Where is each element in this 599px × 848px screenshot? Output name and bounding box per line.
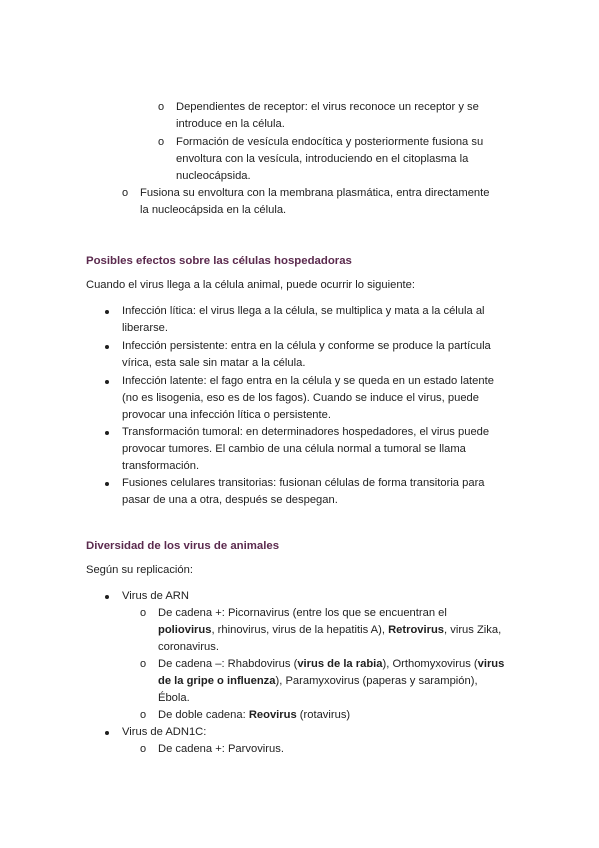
section-heading: Diversidad de los virus de animales [86,540,280,552]
list-item: De cadena +: Picornavirus (entre los que se encuentran el poliovirus, rhinovirus, virus de la hepatitis A), Retrovirus, virus Zika, coronavirus. [158,607,502,653]
list-bullet-dot [105,431,109,435]
list-item: Formación de vesícula endocítica y posteriormente fusiona su envoltura con la vesícula, introduciendo en el citoplasma la nucleocápsida. [176,136,484,182]
list-bullet-circle: o [140,709,147,721]
list-bullet-circle: o [140,743,147,755]
list-item: Infección latente: el fago entra en la célula y se queda en un estado latente (no es lisogenia, eso es de los fagos). Cuando se induce el virus, puede provocar una infección lítica o persistente. [122,375,494,421]
list-bullet-circle: o [140,658,147,670]
list-item: De cadena +: Parvovirus. [158,743,284,755]
list-item: Dependientes de receptor: el virus reconoce un receptor y se introduce en la célula. [176,101,479,130]
list-bullet-dot [105,310,109,314]
list-bullet-circle: o [122,187,129,199]
paragraph: Según su replicación: [86,564,193,576]
list-item-label: Virus de ADN1C: [122,726,207,738]
list-item: Infección lítica: el virus llega a la célula, se multiplica y mata a la célula al liberarse. [122,305,485,334]
list-bullet-circle: o [158,136,165,148]
list-bullet-dot [105,595,109,599]
list-item: Infección persistente: entra en la célula y conforme se produce la partícula vírica, esta sale sin matar a la célula. [122,340,491,369]
list-bullet-dot [105,731,109,735]
list-bullet-dot [105,482,109,486]
list-item: Transformación tumoral: en determinadores hospedadores, el virus puede provocar tumores. El cambio de una célula normal a tumoral se llama transformación. [122,426,490,472]
list-item: De doble cadena: Reovirus (rotavirus) [158,709,351,721]
list-item: Fusiones celulares transitorias: fusionan células de forma transitoria para pasar de una a otra, después se despegan. [122,477,485,506]
list-item-label: Virus de ARN [122,590,189,602]
list-bullet-dot [105,380,109,384]
list-item: De cadena –: Rhabdovirus (virus de la rabia), Orthomyxovirus (virus de la gripe o influenza), Paramyxovirus (paperas y sarampión), Ébola. [158,658,505,704]
list-bullet-circle: o [158,101,165,113]
paragraph: Cuando el virus llega a la célula animal, puede ocurrir lo siguiente: [86,279,415,291]
section-heading: Posibles efectos sobre las células hospedadoras [86,255,352,267]
list-bullet-circle: o [140,607,147,619]
list-bullet-dot [105,345,109,349]
list-item: Fusiona su envoltura con la membrana plasmática, entra directamente la nucleocápsida en la célula. [140,187,490,216]
